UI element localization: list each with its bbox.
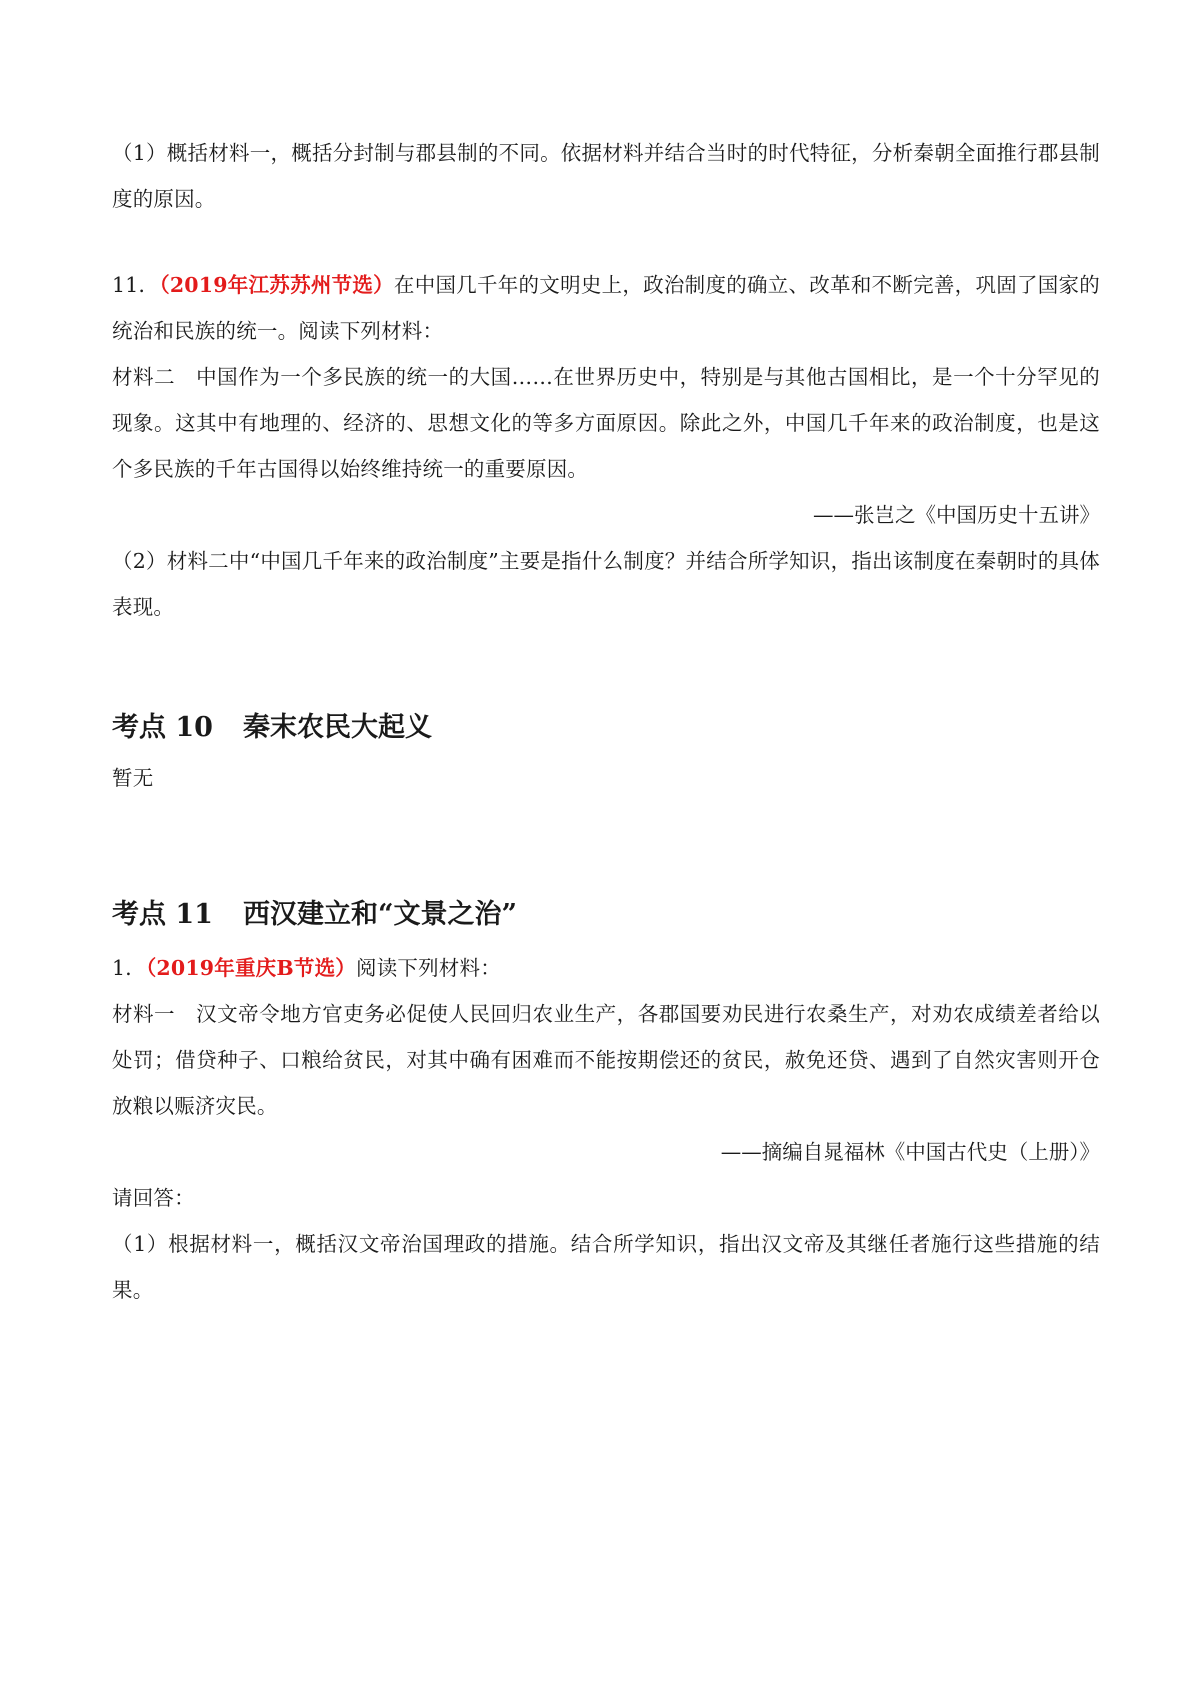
section-title: 秦末农民大起义 [242,712,432,743]
question-1-intro [112,945,1100,991]
section-heading [112,892,1100,938]
question-11-intro [112,262,1100,354]
question-intro-text: 阅读下列材料： [356,956,501,980]
question-source: （2019年重庆B节选） [145,956,356,980]
question-source: （2019年江苏苏州节选） [159,273,394,297]
question-intro-text: 在中国几千年的文明史上，政治制度的确立、改革和不断完善，巩固了国家的统治和民族的统一。阅读下列材料： [112,273,1100,343]
prev-question-part1 [112,130,1100,222]
material-2-attribution: ——张岂之《中国历史十五讲》 [813,503,1100,527]
question-number: 1． [112,956,146,980]
section-10-content: 暂无 [112,766,154,790]
material-1: 材料一 汉文帝令地方官吏务必促使人民回归农业生产，各郡国要劝民进行农桑生产，对劝农成绩差者给以处罚；借贷种子、口粮给贫民，对其中确有困难而不能按期偿还的贫民，赦免还贷、遇到了自然灾害则开仓放粮以赈济灾民。 [112,1002,1100,1118]
section-11 [112,892,1100,938]
section-label: 考点 10 [112,712,213,743]
question-text: （1）概括材料一，概括分封制与郡县制的不同。依据材料并结合当时的时代特征，分析秦朝全面推行郡县制度的原因。 [112,141,1100,211]
question-number: 11． [112,273,160,297]
question-1-prompt: 请回答： [112,1186,195,1210]
material-1-attribution: ——摘编自晁福林《中国古代史（上册）》 [720,1140,1100,1164]
question-1 [112,945,1100,1313]
section-title: 西汉建立和“文景之治” [242,899,518,930]
section-label: 考点 11 [112,899,213,930]
question-11-part2: （2）材料二中“中国几千年来的政治制度”主要是指什么制度？并结合所学知识，指出该制度在秦朝时的具体表现。 [112,549,1100,619]
question-1-part1: （1）根据材料一，概括汉文帝治国理政的措施。结合所学知识，指出汉文帝及其继任者施行这些措施的结果。 [112,1232,1100,1302]
section-heading [112,705,1100,751]
material-2: 材料二 中国作为一个多民族的统一的大国……在世界历史中，特别是与其他古国相比，是一个十分罕见的现象。这其中有地理的、经济的、思想文化的等多方面原因。除此之外，中国几千年来的政治制度，也是这个多民族的千年古国得以始终维持统一的重要原因。 [112,365,1100,481]
question-11 [112,262,1100,630]
section-10 [112,705,1100,801]
